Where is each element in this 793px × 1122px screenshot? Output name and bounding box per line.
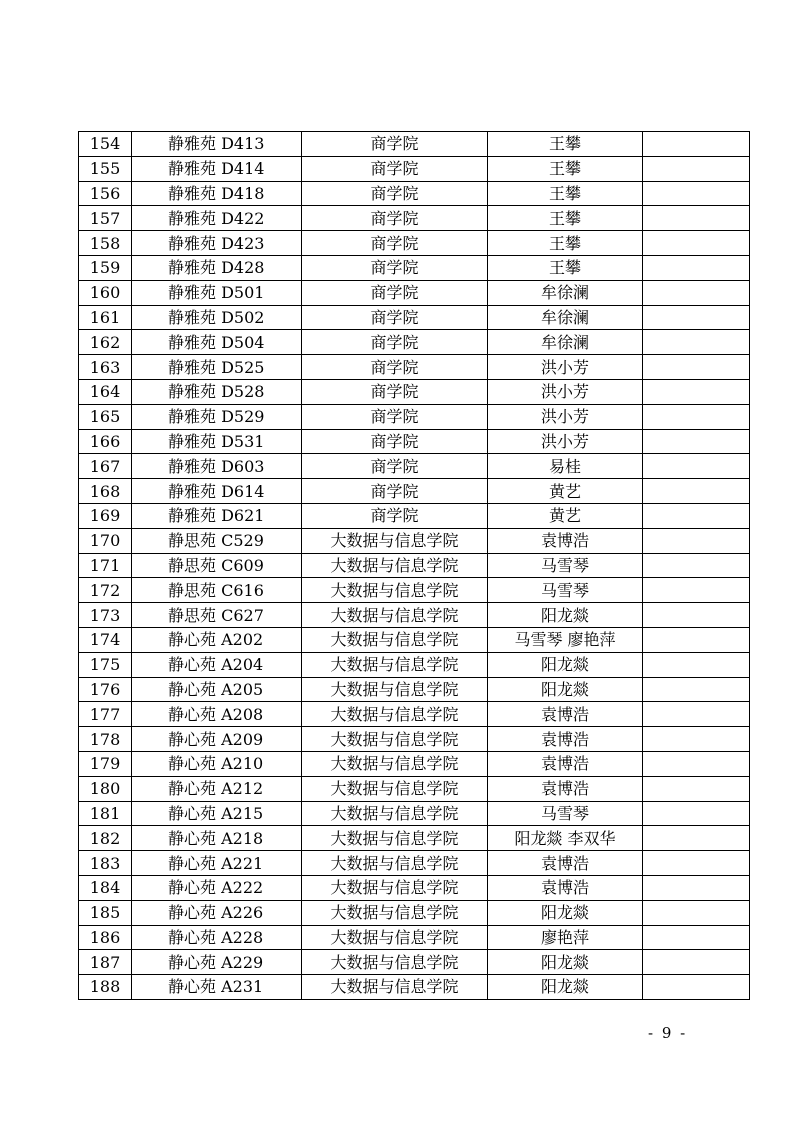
cell-room: 静心苑 A226 [132, 900, 302, 925]
table-row [79, 751, 750, 776]
table-row [79, 429, 750, 454]
cell-note [643, 280, 750, 305]
cell-person: 阳龙燚 [488, 975, 643, 1000]
cell-college: 商学院 [302, 479, 488, 504]
cell-college: 大数据与信息学院 [302, 702, 488, 727]
cell-college: 商学院 [302, 255, 488, 280]
cell-number: 161 [79, 305, 132, 330]
cell-person: 马雪琴 [488, 801, 643, 826]
cell-note [643, 528, 750, 553]
cell-room: 静心苑 A210 [132, 751, 302, 776]
cell-room: 静雅苑 D413 [132, 132, 302, 157]
cell-room: 静雅苑 D502 [132, 305, 302, 330]
cell-college: 商学院 [302, 181, 488, 206]
table-row [79, 553, 750, 578]
cell-number: 188 [79, 975, 132, 1000]
cell-note [643, 975, 750, 1000]
cell-person: 阳龙燚 [488, 900, 643, 925]
cell-room: 静雅苑 D422 [132, 206, 302, 231]
table-row [79, 503, 750, 528]
cell-college: 商学院 [302, 156, 488, 181]
cell-college: 大数据与信息学院 [302, 875, 488, 900]
cell-person: 王攀 [488, 206, 643, 231]
cell-person: 袁博浩 [488, 776, 643, 801]
table-row [79, 652, 750, 677]
cell-number: 168 [79, 479, 132, 504]
cell-room: 静心苑 A222 [132, 875, 302, 900]
cell-room: 静雅苑 D603 [132, 454, 302, 479]
cell-number: 184 [79, 875, 132, 900]
cell-college: 大数据与信息学院 [302, 950, 488, 975]
cell-room: 静心苑 A221 [132, 851, 302, 876]
table-row [79, 479, 750, 504]
cell-note [643, 503, 750, 528]
cell-person: 王攀 [488, 156, 643, 181]
cell-number: 183 [79, 851, 132, 876]
page-number: - 9 - [648, 1024, 688, 1042]
cell-room: 静雅苑 D614 [132, 479, 302, 504]
cell-number: 185 [79, 900, 132, 925]
cell-number: 164 [79, 379, 132, 404]
cell-college: 大数据与信息学院 [302, 751, 488, 776]
table-row [79, 900, 750, 925]
cell-person: 阳龙燚 [488, 652, 643, 677]
cell-college: 大数据与信息学院 [302, 776, 488, 801]
cell-note [643, 231, 750, 256]
cell-college: 大数据与信息学院 [302, 801, 488, 826]
cell-college: 商学院 [302, 132, 488, 157]
cell-number: 170 [79, 528, 132, 553]
cell-college: 商学院 [302, 379, 488, 404]
cell-person: 阳龙燚 李双华 [488, 826, 643, 851]
cell-room: 静心苑 A208 [132, 702, 302, 727]
table-row [79, 801, 750, 826]
cell-room: 静雅苑 D501 [132, 280, 302, 305]
cell-college: 商学院 [302, 503, 488, 528]
cell-note [643, 751, 750, 776]
cell-number: 181 [79, 801, 132, 826]
table-row [79, 851, 750, 876]
table-row [79, 627, 750, 652]
cell-person: 黄艺 [488, 503, 643, 528]
cell-college: 商学院 [302, 330, 488, 355]
table-row [79, 950, 750, 975]
cell-note [643, 404, 750, 429]
table-row [79, 727, 750, 752]
table-row [79, 305, 750, 330]
cell-person: 阳龙燚 [488, 677, 643, 702]
cell-note [643, 553, 750, 578]
cell-person: 洪小芳 [488, 379, 643, 404]
cell-person: 马雪琴 廖艳萍 [488, 627, 643, 652]
table-row [79, 875, 750, 900]
cell-college: 大数据与信息学院 [302, 553, 488, 578]
cell-number: 182 [79, 826, 132, 851]
cell-person: 阳龙燚 [488, 950, 643, 975]
cell-college: 商学院 [302, 280, 488, 305]
cell-number: 187 [79, 950, 132, 975]
cell-note [643, 925, 750, 950]
cell-number: 159 [79, 255, 132, 280]
cell-room: 静雅苑 D621 [132, 503, 302, 528]
table-row [79, 677, 750, 702]
cell-person: 王攀 [488, 181, 643, 206]
table-row [79, 206, 750, 231]
cell-note [643, 801, 750, 826]
cell-room: 静心苑 A231 [132, 975, 302, 1000]
cell-room: 静心苑 A228 [132, 925, 302, 950]
cell-number: 162 [79, 330, 132, 355]
cell-college: 大数据与信息学院 [302, 975, 488, 1000]
cell-note [643, 479, 750, 504]
cell-person: 王攀 [488, 255, 643, 280]
cell-note [643, 826, 750, 851]
cell-number: 167 [79, 454, 132, 479]
cell-room: 静心苑 A215 [132, 801, 302, 826]
cell-college: 商学院 [302, 429, 488, 454]
table-row [79, 330, 750, 355]
cell-note [643, 206, 750, 231]
cell-college: 大数据与信息学院 [302, 851, 488, 876]
cell-room: 静雅苑 D418 [132, 181, 302, 206]
cell-number: 156 [79, 181, 132, 206]
table-body [79, 132, 750, 1000]
cell-person: 阳龙燚 [488, 603, 643, 628]
cell-number: 154 [79, 132, 132, 157]
cell-college: 商学院 [302, 206, 488, 231]
dormitory-assignment-table [78, 131, 750, 1000]
cell-person: 牟徐澜 [488, 305, 643, 330]
cell-note [643, 875, 750, 900]
table-row [79, 255, 750, 280]
cell-number: 178 [79, 727, 132, 752]
cell-number: 179 [79, 751, 132, 776]
cell-college: 大数据与信息学院 [302, 603, 488, 628]
cell-person: 洪小芳 [488, 429, 643, 454]
cell-college: 大数据与信息学院 [302, 727, 488, 752]
table-row [79, 132, 750, 157]
cell-note [643, 132, 750, 157]
table-row [79, 702, 750, 727]
cell-person: 袁博浩 [488, 851, 643, 876]
cell-number: 174 [79, 627, 132, 652]
cell-number: 172 [79, 578, 132, 603]
cell-number: 169 [79, 503, 132, 528]
table-row [79, 528, 750, 553]
cell-college: 商学院 [302, 404, 488, 429]
cell-room: 静思苑 C616 [132, 578, 302, 603]
cell-note [643, 255, 750, 280]
cell-college: 大数据与信息学院 [302, 677, 488, 702]
table-row [79, 603, 750, 628]
cell-room: 静思苑 C609 [132, 553, 302, 578]
cell-room: 静雅苑 D414 [132, 156, 302, 181]
table-row [79, 280, 750, 305]
table-row [79, 404, 750, 429]
cell-person: 袁博浩 [488, 727, 643, 752]
table-row [79, 454, 750, 479]
cell-room: 静雅苑 D525 [132, 355, 302, 380]
cell-college: 大数据与信息学院 [302, 826, 488, 851]
cell-room: 静心苑 A204 [132, 652, 302, 677]
cell-note [643, 454, 750, 479]
cell-number: 163 [79, 355, 132, 380]
cell-person: 袁博浩 [488, 751, 643, 776]
cell-college: 大数据与信息学院 [302, 925, 488, 950]
table-row [79, 231, 750, 256]
cell-room: 静心苑 A202 [132, 627, 302, 652]
cell-room: 静心苑 A209 [132, 727, 302, 752]
cell-note [643, 181, 750, 206]
cell-room: 静心苑 A205 [132, 677, 302, 702]
cell-note [643, 603, 750, 628]
table-row [79, 826, 750, 851]
table-row [79, 355, 750, 380]
cell-number: 177 [79, 702, 132, 727]
cell-person: 洪小芳 [488, 355, 643, 380]
cell-room: 静心苑 A218 [132, 826, 302, 851]
cell-person: 马雪琴 [488, 553, 643, 578]
cell-college: 大数据与信息学院 [302, 652, 488, 677]
cell-note [643, 355, 750, 380]
cell-note [643, 330, 750, 355]
cell-room: 静心苑 A229 [132, 950, 302, 975]
cell-number: 175 [79, 652, 132, 677]
table-row [79, 776, 750, 801]
table-row [79, 156, 750, 181]
cell-number: 171 [79, 553, 132, 578]
cell-number: 180 [79, 776, 132, 801]
cell-room: 静思苑 C627 [132, 603, 302, 628]
cell-number: 157 [79, 206, 132, 231]
cell-college: 商学院 [302, 355, 488, 380]
cell-note [643, 950, 750, 975]
cell-college: 商学院 [302, 231, 488, 256]
cell-person: 袁博浩 [488, 528, 643, 553]
cell-note [643, 851, 750, 876]
cell-number: 165 [79, 404, 132, 429]
cell-college: 大数据与信息学院 [302, 528, 488, 553]
cell-note [643, 727, 750, 752]
cell-note [643, 776, 750, 801]
table-row [79, 975, 750, 1000]
table-row [79, 578, 750, 603]
cell-number: 158 [79, 231, 132, 256]
cell-person: 黄艺 [488, 479, 643, 504]
cell-note [643, 702, 750, 727]
cell-person: 洪小芳 [488, 404, 643, 429]
cell-note [643, 305, 750, 330]
cell-college: 大数据与信息学院 [302, 578, 488, 603]
cell-number: 166 [79, 429, 132, 454]
cell-college: 商学院 [302, 454, 488, 479]
cell-room: 静雅苑 D423 [132, 231, 302, 256]
cell-note [643, 652, 750, 677]
table-row [79, 379, 750, 404]
cell-note [643, 900, 750, 925]
cell-note [643, 677, 750, 702]
cell-room: 静思苑 C529 [132, 528, 302, 553]
cell-note [643, 429, 750, 454]
cell-person: 王攀 [488, 231, 643, 256]
table-row [79, 181, 750, 206]
cell-room: 静雅苑 D504 [132, 330, 302, 355]
cell-number: 155 [79, 156, 132, 181]
cell-number: 173 [79, 603, 132, 628]
cell-room: 静雅苑 D428 [132, 255, 302, 280]
table-row [79, 925, 750, 950]
cell-person: 马雪琴 [488, 578, 643, 603]
cell-person: 廖艳萍 [488, 925, 643, 950]
cell-room: 静雅苑 D529 [132, 404, 302, 429]
cell-room: 静心苑 A212 [132, 776, 302, 801]
cell-note [643, 578, 750, 603]
cell-person: 牟徐澜 [488, 330, 643, 355]
cell-note [643, 156, 750, 181]
cell-note [643, 379, 750, 404]
cell-person: 易桂 [488, 454, 643, 479]
cell-room: 静雅苑 D531 [132, 429, 302, 454]
cell-note [643, 627, 750, 652]
cell-number: 160 [79, 280, 132, 305]
cell-college: 大数据与信息学院 [302, 900, 488, 925]
cell-person: 牟徐澜 [488, 280, 643, 305]
cell-college: 商学院 [302, 305, 488, 330]
cell-number: 176 [79, 677, 132, 702]
cell-person: 袁博浩 [488, 875, 643, 900]
cell-person: 袁博浩 [488, 702, 643, 727]
cell-college: 大数据与信息学院 [302, 627, 488, 652]
cell-person: 王攀 [488, 132, 643, 157]
cell-room: 静雅苑 D528 [132, 379, 302, 404]
cell-number: 186 [79, 925, 132, 950]
